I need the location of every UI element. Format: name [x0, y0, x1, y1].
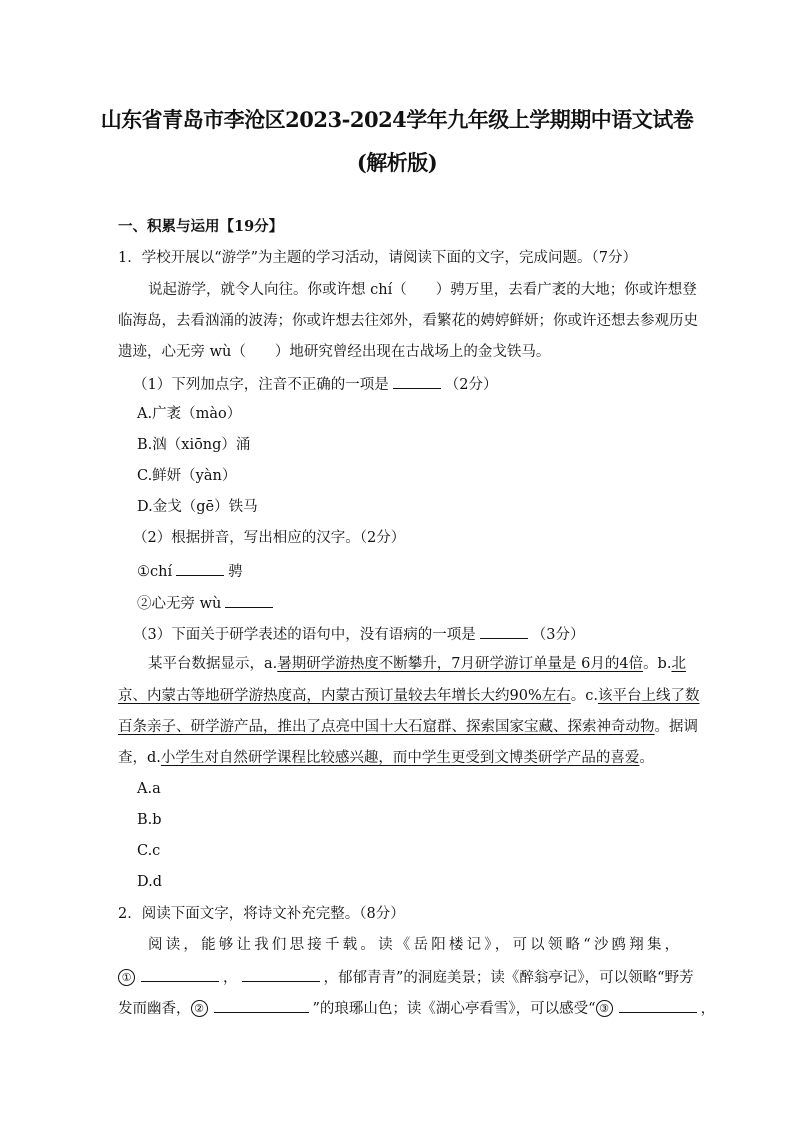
option-b: B.汹（xiōng）涌 — [137, 437, 251, 453]
document-subtitle: (解析版) — [356, 150, 438, 175]
answer-blank[interactable] — [176, 561, 224, 576]
sub-question-2: （2）根据拼音，写出相应的汉字。（2分） — [133, 530, 406, 546]
answer-blank[interactable] — [242, 967, 320, 982]
q2-line-1: 阅读，能够让我们思接千载。读《岳阳楼记》，可以领略“沙鸥翔集， — [148, 937, 683, 953]
sub-question-3: （3）下面关于研学表述的语句中，没有语病的一项是 （3分） — [133, 624, 584, 644]
q2-line-2: ① ， ，郁郁青青”的洞庭美景；读《醉翁亭记》，可以领略“野芳 — [118, 967, 694, 987]
fill-item-2: ②心无旁 wù — [137, 593, 277, 613]
answer-blank[interactable] — [225, 593, 273, 608]
answer-blank[interactable] — [393, 374, 441, 389]
option-a: A.a — [137, 781, 161, 797]
passage-line-1: 说起游学，就令人向往。你或许想 chí（ ）骋万里，去看广袤的大地；你或许想登 — [148, 282, 697, 298]
answer-blank[interactable] — [619, 998, 697, 1013]
sub3-passage-line-4: 查，d.小学生对自然研学课程比较感兴趣，而中学生更受到文博类研学产品的喜爱。 — [118, 750, 654, 766]
answer-blank[interactable] — [214, 998, 309, 1013]
option-c: C.鲜妍（yàn） — [137, 468, 237, 484]
option-a: A.广袤（mào） — [137, 406, 242, 422]
option-d: D.金戈（gē）铁马 — [137, 499, 258, 515]
question-2-stem: 2．阅读下面文字，将诗文补充完整。（8分） — [118, 906, 405, 922]
option-b: B.b — [137, 812, 162, 828]
answer-blank[interactable] — [480, 624, 528, 639]
circled-number-1: ① — [118, 969, 135, 986]
q2-line-3: 发而幽香， ② ”的琅琊山色；读《湖心亭看雪》，可以感受“ ③ ， — [118, 998, 715, 1018]
passage-line-3: 遗迹，心无旁 wù（ ）地研究曾经出现在古战场上的金戈铁马。 — [118, 344, 551, 360]
sub-question-1: （1）下列加点字，注音不正确的一项是 （2分） — [133, 374, 497, 394]
passage-line-2: 临海岛，去看汹涌的波涛；你或许想去往郊外，看繁花的娉婷鲜妍；你或许还想去参观历史 — [118, 313, 698, 329]
fill-item-1: ①chí 骋 — [137, 561, 243, 581]
sub3-passage-line-3: 百条亲子、研学游产品，推出了点亮中国十大石窟群、探索国家宝藏、探索神奇动物。据调 — [118, 719, 698, 735]
circled-number-2: ② — [191, 1000, 208, 1017]
section-heading: 一、积累与运用【19分】 — [118, 218, 284, 235]
option-c: C.c — [137, 843, 161, 859]
sub3-passage-line-2: 京、内蒙古等地研学游热度高，内蒙古预订量较去年增长大约90%左右。c.该平台上线了数 — [118, 688, 700, 704]
document-title: 山东省青岛市李沧区2023-2024学年九年级上学期期中语文试卷 — [100, 107, 694, 132]
circled-number-3: ③ — [596, 1000, 613, 1017]
answer-blank[interactable] — [141, 967, 219, 982]
option-d: D.d — [137, 874, 162, 890]
question-1-stem: 1．学校开展以“游学”为主题的学习活动，请阅读下面的文字，完成问题。（7分） — [118, 250, 638, 266]
sub3-passage-line-1: 某平台数据显示，a.暑期研学游热度不断攀升，7月研学游订单量是 6月的4倍。b.北 — [148, 656, 686, 672]
